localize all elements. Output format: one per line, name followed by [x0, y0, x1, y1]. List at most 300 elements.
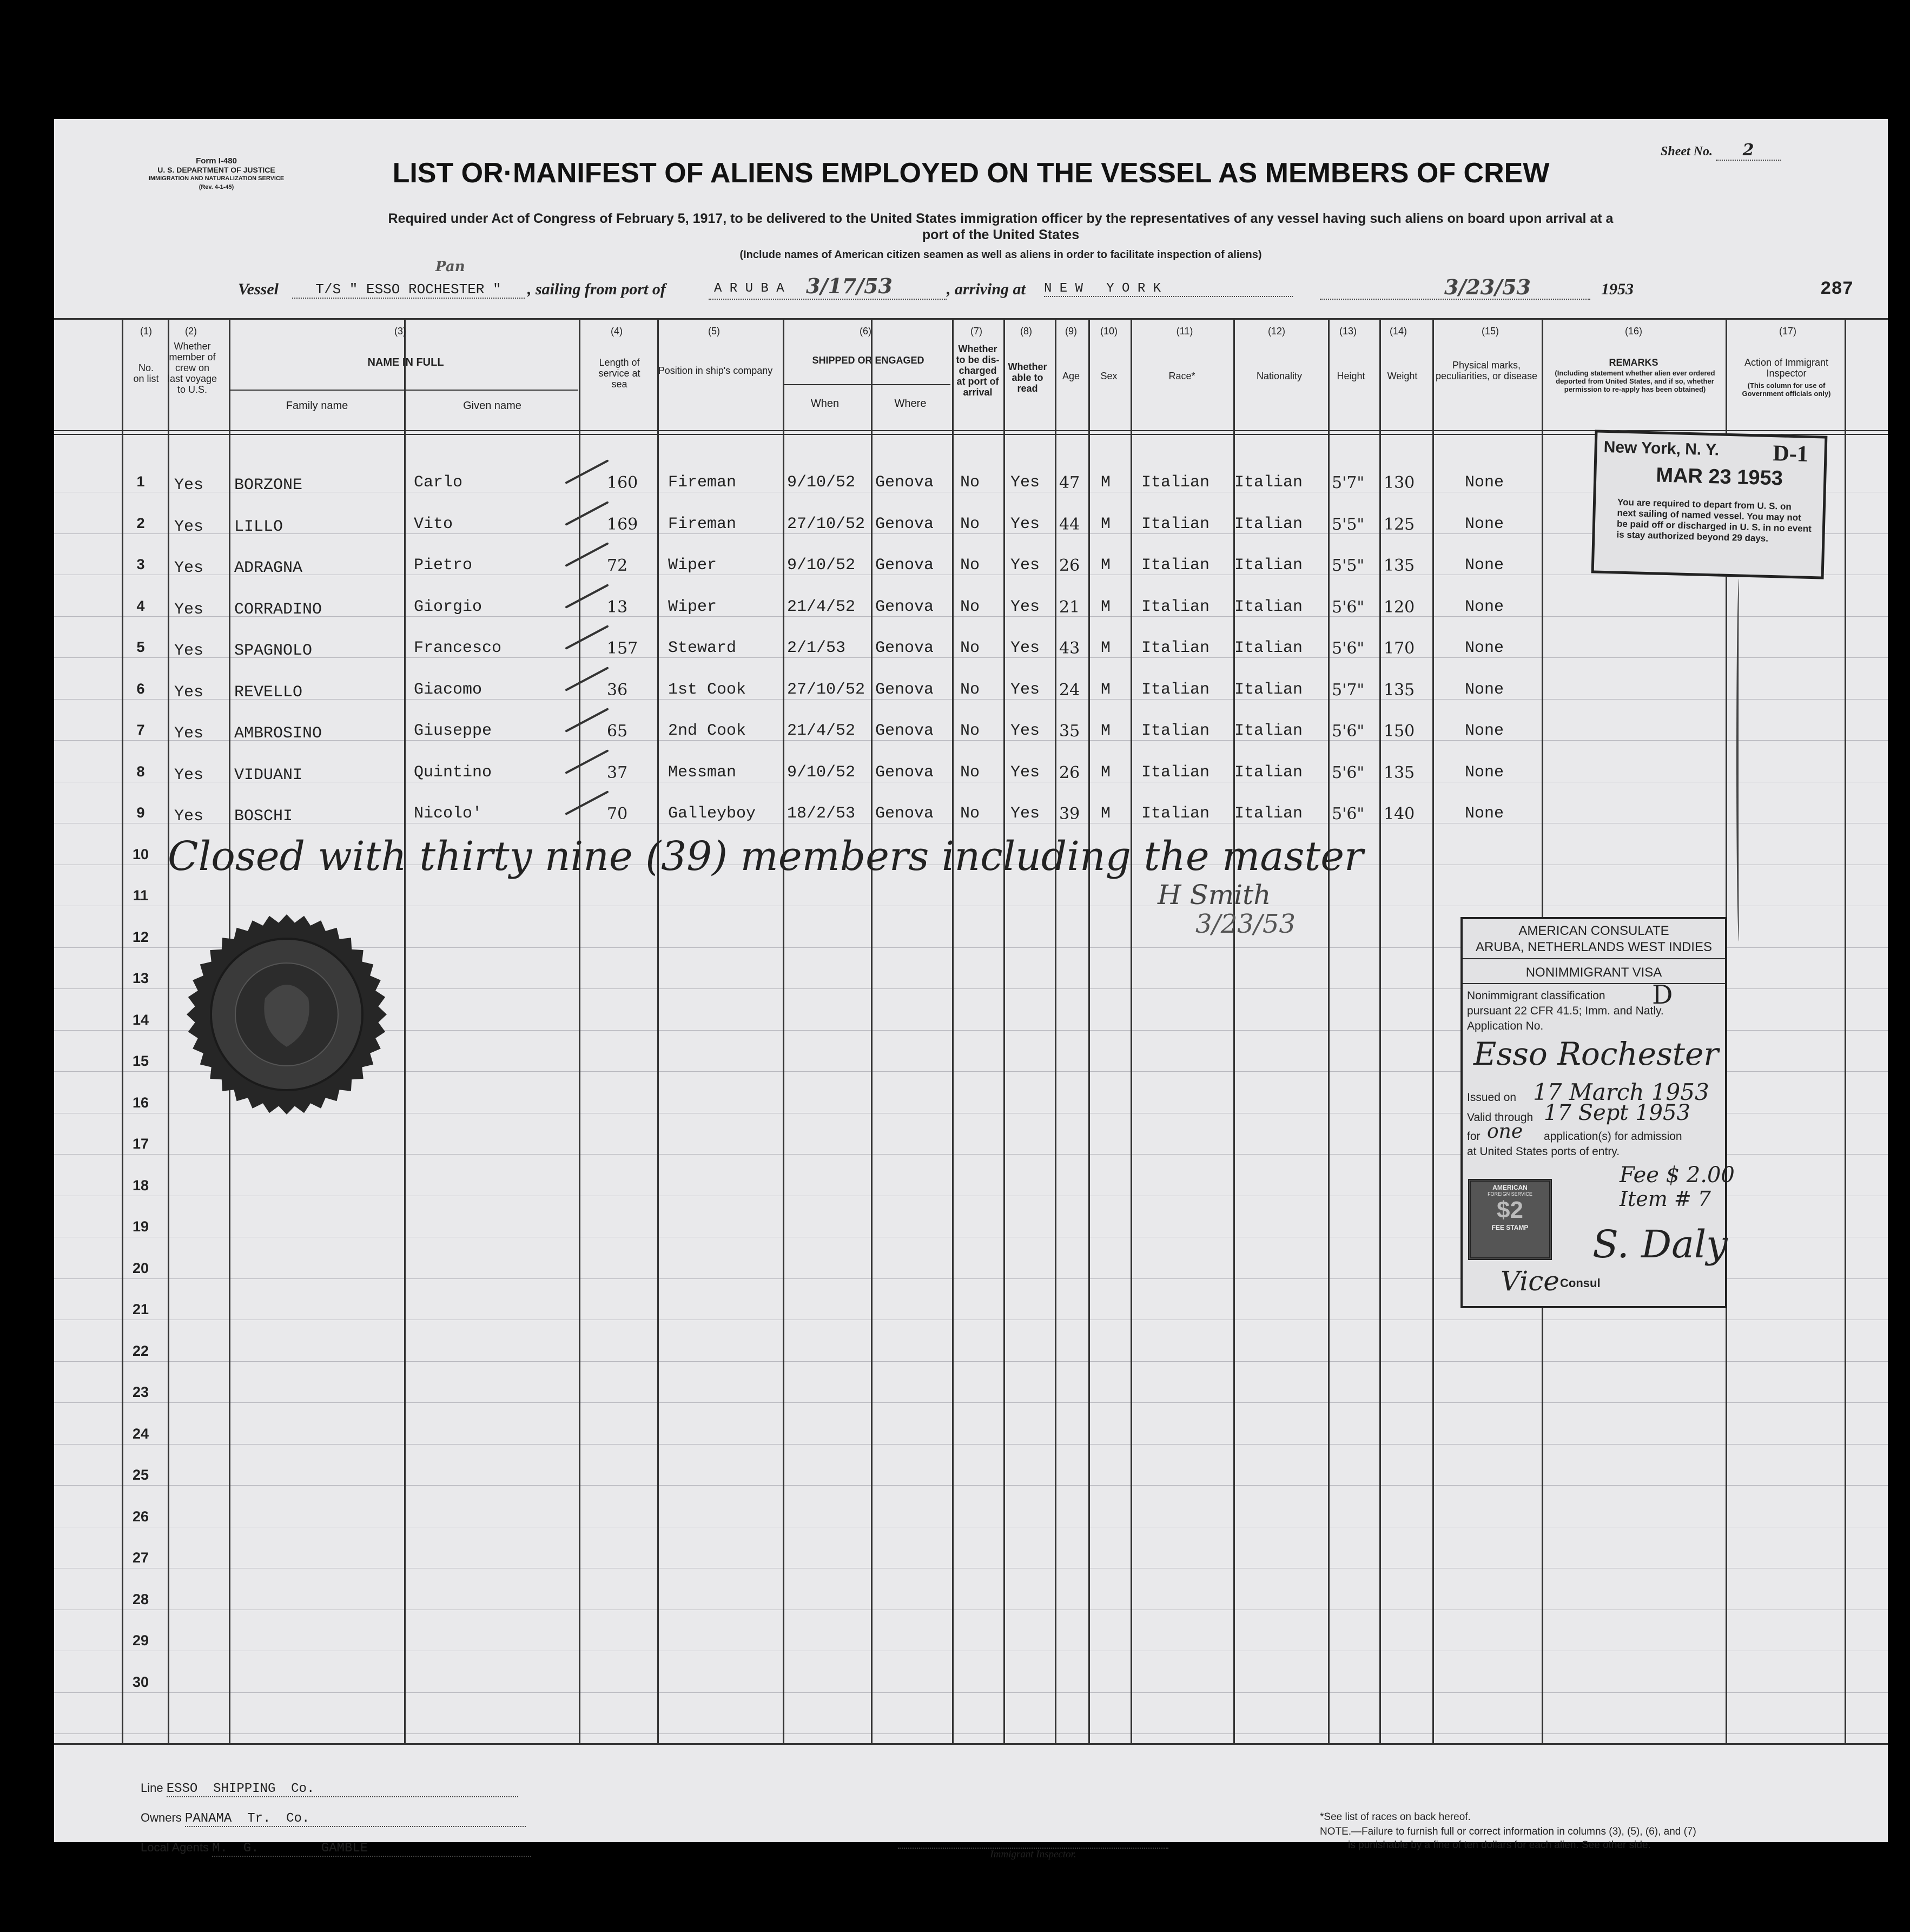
closing-signature: H Smith — [1158, 879, 1271, 911]
row-number: 8 — [136, 763, 145, 780]
crew-shipped-where: Genova — [875, 556, 934, 575]
consul-title: Consul — [1560, 1276, 1601, 1290]
vessel-label: Vessel — [238, 280, 279, 298]
consulate-vessel-name: Esso Rochester — [1473, 1036, 1719, 1072]
crew-height: 5'5" — [1332, 515, 1365, 534]
crew-nationality: Italian — [1234, 722, 1303, 740]
crew-shipped-where: Genova — [875, 763, 934, 782]
crew-shipped-where: Genova — [875, 680, 934, 699]
crew-shipped-where: Genova — [875, 639, 934, 657]
issued-label: Issued on — [1467, 1091, 1517, 1104]
crew-given-name: Nicolo' — [414, 805, 483, 823]
crew-shipped-where: Genova — [875, 473, 934, 492]
row-number: 14 — [132, 1011, 149, 1028]
col-header-when: When — [810, 398, 840, 410]
consulate-divider — [1463, 958, 1725, 959]
crew-service: 13 — [607, 597, 628, 617]
row-number: 16 — [132, 1094, 149, 1111]
crew-given-name: Giacomo — [414, 680, 483, 699]
row-line — [54, 1733, 1888, 1734]
year: 1953 — [1601, 280, 1634, 298]
check-tick — [565, 625, 609, 650]
crew-height: 5'6" — [1332, 805, 1365, 823]
crew-able-to-read: Yes — [1010, 597, 1040, 616]
crew-discharged: No — [960, 763, 980, 782]
column-number: (7) — [970, 326, 982, 337]
ny-stamp-city: New York, N. Y. — [1603, 438, 1720, 459]
crew-last-voyage: Yes — [174, 642, 204, 660]
row-line — [54, 699, 1888, 700]
crew-age: 24 — [1059, 680, 1080, 700]
fee-stamp-top: AMERICAN — [1492, 1184, 1528, 1191]
crew-discharged: No — [960, 556, 980, 575]
crew-nationality: Italian — [1234, 556, 1303, 575]
crew-shipped-when: 9/10/52 — [787, 473, 856, 492]
column-line — [657, 319, 659, 1745]
arrive-date-underline — [1320, 299, 1590, 300]
crew-discharged: No — [960, 473, 980, 492]
ny-stamp-connector — [1736, 579, 1742, 941]
crew-age: 44 — [1059, 515, 1080, 534]
column-number: (15) — [1481, 326, 1499, 337]
embossed-seal — [184, 912, 389, 1117]
crew-given-name: Giorgio — [414, 597, 483, 616]
crew-last-voyage: Yes — [174, 724, 204, 743]
col-header-remarks: REMARKS — [1609, 357, 1658, 368]
crew-service: 36 — [607, 680, 628, 700]
crew-nationality: Italian — [1234, 515, 1303, 533]
row-number: 5 — [136, 639, 145, 655]
vessel-line — [238, 259, 1861, 302]
crew-last-voyage: Yes — [174, 600, 204, 619]
crew-physical-marks: None — [1465, 763, 1504, 782]
crew-discharged: No — [960, 680, 980, 699]
for-label: for — [1467, 1130, 1481, 1143]
crew-position: 2nd Cook — [668, 722, 746, 740]
crew-given-name: Vito — [414, 515, 453, 533]
crew-sex: M — [1101, 763, 1111, 782]
row-number: 24 — [132, 1425, 149, 1442]
crew-age: 26 — [1059, 763, 1080, 782]
row-number: 7 — [136, 722, 145, 738]
crew-weight: 125 — [1384, 515, 1415, 534]
crew-weight: 170 — [1384, 639, 1415, 658]
crew-sex: M — [1101, 805, 1111, 823]
crew-given-name: Giuseppe — [414, 722, 492, 740]
crew-able-to-read: Yes — [1010, 722, 1040, 740]
row-line — [54, 1485, 1888, 1486]
crew-race: Italian — [1141, 597, 1210, 616]
crew-discharged: No — [960, 805, 980, 823]
column-number: (5) — [708, 326, 720, 337]
row-number: 3 — [136, 556, 145, 572]
crew-race: Italian — [1141, 515, 1210, 533]
crew-physical-marks: None — [1465, 515, 1504, 533]
consulate-line-2: ARUBA, NETHERLANDS WEST INDIES — [1476, 940, 1712, 954]
check-tick — [565, 584, 609, 609]
fee-stamp — [1468, 1179, 1552, 1260]
crew-last-voyage: Yes — [174, 476, 204, 494]
row-line — [54, 740, 1888, 741]
crew-age: 21 — [1059, 597, 1080, 617]
crew-sex: M — [1101, 722, 1111, 740]
crew-family-name: BORZONE — [234, 476, 303, 494]
agents-value: M. G. GAMBLE — [212, 1841, 531, 1857]
col-header-race: Race* — [1168, 371, 1195, 381]
crew-given-name: Francesco — [414, 639, 502, 657]
footer-line — [141, 1781, 518, 1797]
crew-service: 72 — [607, 556, 628, 575]
crew-able-to-read: Yes — [1010, 473, 1040, 492]
check-tick — [565, 749, 609, 774]
column-line — [871, 319, 873, 1745]
crew-last-voyage: Yes — [174, 807, 204, 826]
crew-race: Italian — [1141, 763, 1210, 782]
shipped-subheader-line — [783, 384, 950, 385]
col-header-service: Length of service at sea — [598, 357, 640, 390]
crew-family-name: CORRADINO — [234, 600, 322, 619]
crew-height: 5'5" — [1332, 556, 1365, 575]
crew-position: Fireman — [668, 473, 737, 492]
line-value: ESSO SHIPPING Co. — [167, 1782, 518, 1797]
row-number: 15 — [132, 1053, 149, 1069]
crew-age: 43 — [1059, 639, 1080, 658]
column-line — [1131, 319, 1132, 1745]
for-value: one — [1487, 1120, 1523, 1143]
crew-age: 35 — [1059, 722, 1080, 741]
crew-shipped-when: 27/10/52 — [787, 515, 865, 533]
row-number: 18 — [132, 1177, 149, 1194]
column-line — [1845, 319, 1846, 1745]
column-number: (1) — [140, 326, 152, 337]
fee-stamp-mid: FOREIGN SERVICE — [1488, 1191, 1532, 1197]
column-number: (16) — [1624, 326, 1642, 337]
crew-nationality: Italian — [1234, 639, 1303, 657]
col-header-height: Height — [1337, 371, 1365, 381]
consulate-line-3: NONIMMIGRANT VISA — [1525, 965, 1662, 980]
column-line — [122, 319, 123, 1745]
closing-note: Closed with thirty nine (39) members including the master — [168, 833, 1364, 880]
crew-race: Italian — [1141, 639, 1210, 657]
row-number: 4 — [136, 597, 145, 614]
crew-nationality: Italian — [1234, 763, 1303, 782]
row-number: 26 — [132, 1508, 149, 1525]
crew-nationality: Italian — [1234, 805, 1303, 823]
column-number: (11) — [1176, 326, 1193, 337]
column-number: (4) — [611, 326, 623, 337]
crew-height: 5'6" — [1332, 763, 1365, 782]
issued-date: 17 March 1953 — [1533, 1079, 1709, 1105]
column-number: (10) — [1100, 326, 1118, 337]
crew-weight: 130 — [1384, 473, 1415, 492]
col-header-read: Whether able to read — [1008, 361, 1047, 394]
manifest-sheet — [54, 119, 1888, 1860]
crew-physical-marks: None — [1465, 722, 1504, 740]
port-from-underline — [709, 299, 947, 300]
column-line — [1379, 319, 1381, 1745]
crew-shipped-when: 18/2/53 — [787, 805, 856, 823]
crew-weight: 135 — [1384, 763, 1415, 782]
crew-shipped-where: Genova — [875, 597, 934, 616]
col-header-inspector-note: (This column for use of Government officials only) — [1742, 381, 1831, 398]
crew-last-voyage: Yes — [174, 517, 204, 536]
column-line — [1055, 319, 1056, 1745]
col-header-name-in-full: NAME IN FULL — [367, 357, 444, 368]
column-line — [952, 319, 954, 1745]
row-line — [54, 1692, 1888, 1693]
col-header-shipped: SHIPPED OR ENGAGED — [812, 355, 924, 366]
crew-race: Italian — [1141, 805, 1210, 823]
name-subheader-line — [229, 390, 578, 391]
crew-age: 39 — [1059, 805, 1080, 823]
crew-discharged: No — [960, 597, 980, 616]
crew-able-to-read: Yes — [1010, 805, 1040, 823]
row-line — [54, 657, 1888, 658]
sail-date: 3/17/53 — [806, 274, 893, 298]
crew-sex: M — [1101, 680, 1111, 699]
row-number: 17 — [132, 1136, 149, 1152]
crew-family-name: BOSCHI — [234, 807, 293, 826]
check-tick — [565, 501, 609, 526]
crew-shipped-where: Genova — [875, 722, 934, 740]
include-note: (Include names of American citizen seamen as well as aliens in order to facilitate inspection of aliens) — [739, 249, 1262, 261]
inspector-label: Immigrant Inspector. — [990, 1849, 1076, 1860]
crew-physical-marks: None — [1465, 680, 1504, 699]
crew-shipped-when: 21/4/52 — [787, 722, 856, 740]
col-header-discharged: Whether to be dis-charged at port of arrival — [956, 344, 1000, 398]
crew-height: 5'7" — [1332, 473, 1365, 492]
row-number: 20 — [132, 1260, 149, 1276]
crew-race: Italian — [1141, 680, 1210, 699]
inspector-signature-line — [898, 1848, 1168, 1861]
port-from: A R U B A — [714, 281, 784, 296]
sheet-value: 2 — [1716, 141, 1781, 161]
row-number: 19 — [132, 1218, 149, 1235]
column-line — [579, 319, 580, 1745]
column-line — [1328, 319, 1330, 1745]
crew-sex: M — [1101, 597, 1111, 616]
crew-height: 5'6" — [1332, 722, 1365, 741]
column-line — [404, 319, 406, 1745]
check-tick — [565, 790, 609, 815]
column-number: (12) — [1267, 326, 1285, 337]
crew-weight: 140 — [1384, 805, 1415, 823]
row-number: 22 — [132, 1342, 149, 1359]
consulate-divider — [1463, 983, 1725, 984]
col-header-physical-marks: Physical marks, peculiarities, or disease — [1435, 360, 1538, 381]
crew-given-name: Carlo — [414, 473, 463, 492]
form-number: Form I-480 — [196, 156, 237, 166]
crew-position: Galleyboy — [668, 805, 756, 823]
crew-height: 5'7" — [1332, 680, 1365, 700]
row-number: 9 — [136, 805, 145, 821]
crew-service: 169 — [607, 515, 638, 534]
col-header-sex: Sex — [1100, 371, 1118, 381]
crew-able-to-read: Yes — [1010, 515, 1040, 533]
crew-nationality: Italian — [1234, 473, 1303, 492]
crew-weight: 135 — [1384, 680, 1415, 700]
consulate-visa-stamp — [1460, 917, 1735, 1308]
crew-position: 1st Cook — [668, 680, 746, 699]
crew-weight: 120 — [1384, 597, 1415, 617]
crew-given-name: Quintino — [414, 763, 492, 782]
reference-number: 287 — [1820, 279, 1854, 300]
crew-age: 47 — [1059, 473, 1080, 492]
application-text: application(s) for admission — [1544, 1130, 1682, 1143]
row-number: 1 — [136, 473, 145, 490]
crew-last-voyage: Yes — [174, 559, 204, 577]
crew-position: Steward — [668, 639, 737, 657]
form-service: IMMIGRATION AND NATURALIZATION SERVICE — [148, 175, 285, 182]
col-header-remarks-note: (Including statement whether alien ever ordered deported from United States, and if so, whether permission to re-apply has been obtained) — [1555, 369, 1715, 393]
crew-physical-marks: None — [1465, 639, 1504, 657]
crew-race: Italian — [1141, 722, 1210, 740]
crew-shipped-when: 27/10/52 — [787, 680, 865, 699]
col-header-no: No. on list — [133, 362, 159, 384]
col-header-position: Position in ship's company — [658, 365, 773, 376]
crew-discharged: No — [960, 639, 980, 657]
column-number: (14) — [1389, 326, 1407, 337]
row-line — [54, 1361, 1888, 1362]
col-header-inspector: Action of Immigrant Inspector — [1744, 357, 1829, 379]
column-line — [1088, 319, 1090, 1745]
crew-physical-marks: None — [1465, 805, 1504, 823]
crew-height: 5'6" — [1332, 639, 1365, 658]
crew-able-to-read: Yes — [1010, 639, 1040, 657]
row-line — [54, 1402, 1888, 1403]
agents-label: Local Agents — [141, 1841, 209, 1854]
row-number: 13 — [132, 970, 149, 986]
form-dept: U. S. DEPARTMENT OF JUSTICE — [157, 166, 275, 174]
races-note: *See list of races on back hereof. — [1320, 1811, 1471, 1823]
row-number: 11 — [133, 887, 149, 904]
fee-item: Item # 7 — [1620, 1187, 1711, 1211]
consul-signature: S. Daly — [1592, 1222, 1728, 1267]
requirement-line: Required under Act of Congress of February 5, 1917, to be delivered to the United States immigration officer by the representatives of any vessel having such aliens on board upon arrival at a — [388, 211, 1614, 226]
col-header-where: Where — [894, 398, 927, 410]
column-number: (8) — [1020, 326, 1032, 337]
column-number: (9) — [1065, 326, 1077, 337]
penalty-note-2: is punishable by a fine of ten dollars for each alien. See other side. — [1348, 1839, 1651, 1851]
row-line — [54, 616, 1888, 617]
crew-physical-marks: None — [1465, 473, 1504, 492]
column-line — [783, 319, 784, 1745]
crew-nationality: Italian — [1234, 680, 1303, 699]
application-label: Application No. — [1467, 1020, 1544, 1032]
form-rev: (Rev. 4-1-45) — [199, 184, 234, 190]
crew-family-name: ADRAGNA — [234, 559, 303, 577]
vessel-annotation: Pan — [435, 259, 465, 275]
column-line — [1432, 319, 1434, 1745]
check-tick — [565, 667, 609, 691]
crew-race: Italian — [1141, 556, 1210, 575]
table-bottom-border — [54, 1743, 1888, 1745]
crew-sex: M — [1101, 556, 1111, 575]
ny-stamp-date: MAR 23 1953 — [1655, 464, 1783, 490]
crew-family-name: VIDUANI — [234, 766, 303, 784]
check-tick — [565, 542, 609, 567]
col-header-age: Age — [1062, 371, 1080, 381]
requirement-line-2: port of the United States — [922, 227, 1080, 242]
col-header-nationality: Nationality — [1256, 371, 1303, 381]
crew-shipped-when: 21/4/52 — [787, 597, 856, 616]
row-number: 29 — [132, 1632, 149, 1649]
crew-service: 65 — [607, 722, 628, 741]
column-line — [168, 319, 169, 1745]
crew-shipped-when: 9/10/52 — [787, 763, 856, 782]
ny-stamp-text: You are required to depart from U. S. on next sailing of named vessel. You may not be paid off or discharged in U. S. in no event is stay authorized beyond 29 days. — [1616, 497, 1812, 544]
crew-last-voyage: Yes — [174, 683, 204, 702]
arrive-date: 3/23/53 — [1444, 275, 1531, 299]
crew-position: Messman — [668, 763, 737, 782]
row-line — [54, 1444, 1888, 1445]
column-line — [1003, 319, 1005, 1745]
row-number: 28 — [132, 1591, 149, 1607]
col-header-last-voyage: Whether member of crew on last voyage to U.S. — [167, 341, 217, 395]
footer-agents — [141, 1841, 531, 1857]
crew-discharged: No — [960, 722, 980, 740]
fee-amount: Fee $ 2.00 — [1620, 1163, 1735, 1188]
footer-owners — [141, 1811, 526, 1827]
row-number: 12 — [132, 928, 149, 945]
crew-position: Wiper — [668, 597, 717, 616]
row-number: 23 — [132, 1384, 149, 1400]
vessel-name: T/S " ESSO ROCHESTER " — [292, 281, 525, 299]
column-number: (13) — [1339, 326, 1357, 337]
owners-label: Owners — [141, 1811, 182, 1824]
crew-family-name: LILLO — [234, 517, 283, 536]
arriving-label: , arriving at — [947, 280, 1026, 298]
crew-weight: 135 — [1384, 556, 1415, 575]
crew-shipped-when: 2/1/53 — [787, 639, 846, 657]
crew-shipped-where: Genova — [875, 805, 934, 823]
col-header-given-name: Given name — [463, 400, 521, 412]
column-number: (17) — [1779, 326, 1796, 337]
check-tick — [565, 708, 609, 733]
col-header-weight: Weight — [1387, 371, 1418, 381]
closing-date: 3/23/53 — [1195, 909, 1296, 939]
column-number: (3) — [394, 326, 406, 337]
consulate-line-1: AMERICAN CONSULATE — [1518, 924, 1669, 938]
row-number: 30 — [132, 1673, 149, 1690]
row-number: 2 — [136, 515, 145, 531]
crew-age: 26 — [1059, 556, 1080, 575]
crew-nationality: Italian — [1234, 597, 1303, 616]
sheet-label: Sheet No. — [1661, 144, 1713, 159]
classification-label: Nonimmigrant classification — [1467, 990, 1605, 1002]
pursuant-text: pursuant 22 CFR 41.5; Imm. and Natly. — [1467, 1005, 1664, 1017]
crew-family-name: REVELLO — [234, 683, 303, 702]
fee-stamp-value: $2 — [1497, 1197, 1523, 1223]
fee-stamp-bottom: FEE STAMP — [1491, 1224, 1529, 1231]
valid-label: Valid through — [1467, 1111, 1534, 1124]
check-tick — [565, 459, 609, 484]
sailing-label: , sailing from port of — [527, 280, 666, 298]
crew-sex: M — [1101, 639, 1111, 657]
crew-shipped-when: 9/10/52 — [787, 556, 856, 575]
crew-height: 5'6" — [1332, 597, 1365, 617]
crew-last-voyage: Yes — [174, 766, 204, 784]
crew-weight: 150 — [1384, 722, 1415, 741]
valid-date: 17 Sept 1953 — [1544, 1100, 1690, 1125]
col-header-family-name: Family name — [286, 400, 348, 412]
crew-shipped-where: Genova — [875, 515, 934, 533]
line-label: Line — [141, 1781, 163, 1795]
column-number: (6) — [860, 326, 871, 337]
row-number: 21 — [132, 1301, 149, 1317]
page-title: LIST OR·MANIFEST OF ALIENS EMPLOYED ON THE VESSEL AS MEMBERS OF CREW — [392, 157, 1550, 189]
crew-physical-marks: None — [1465, 597, 1504, 616]
